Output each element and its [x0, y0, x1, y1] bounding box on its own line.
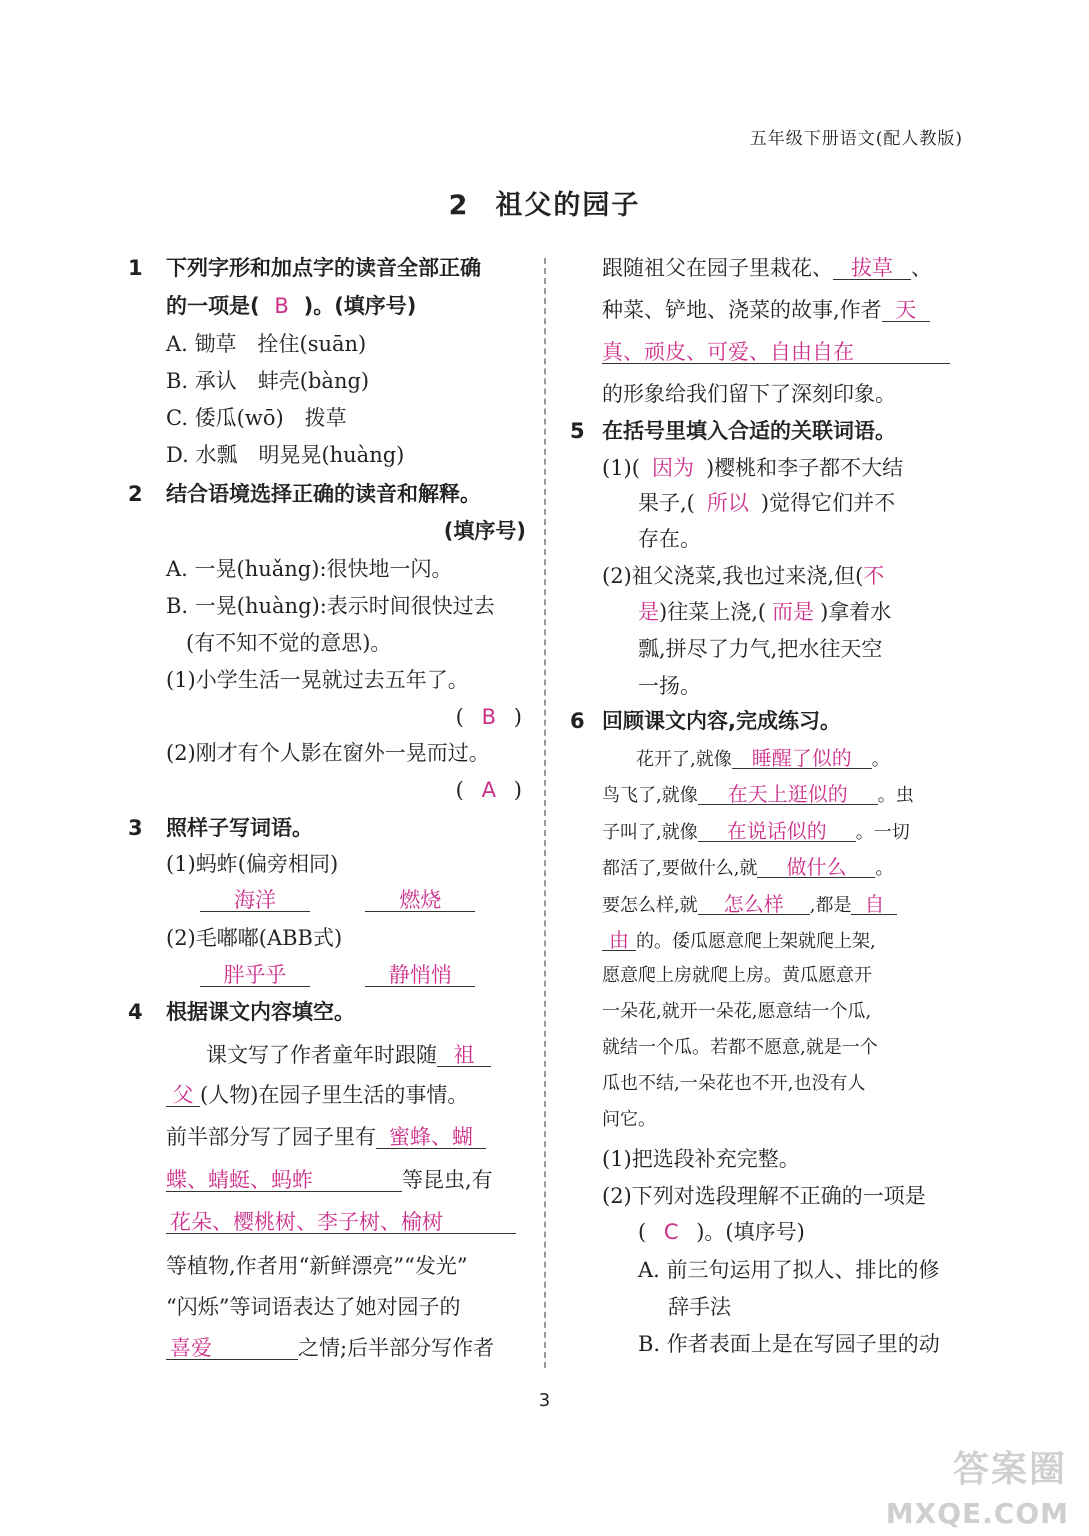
q6-option-a-cont: 辞手法	[668, 1295, 731, 1319]
q5-s1-line-2	[638, 493, 895, 514]
q6-text: 子叫了,就像	[602, 822, 698, 843]
q3-part-2: (2)毛嘟嘟(ABB式)	[166, 926, 343, 950]
q1-answer: B	[274, 294, 289, 318]
q4-line-8	[166, 1338, 494, 1360]
q5-answer-2: 所以	[706, 491, 749, 515]
question-number: 6	[570, 709, 585, 733]
q6-passage-line-4	[602, 857, 893, 878]
q5-text: )觉得它们并不	[760, 491, 896, 515]
q5-text: (1)(	[602, 456, 640, 480]
q6-option-b: B. 作者表面上是在写园子里的动	[638, 1332, 940, 1356]
q3-answer-3: 胖乎乎	[200, 965, 310, 987]
q5-answer-3b: 是	[638, 600, 659, 624]
q6-text: 都活了,要做什么,就	[602, 858, 758, 879]
watermark-logo	[885, 1449, 1073, 1530]
q2-answer-2: A	[481, 778, 496, 802]
lesson-title	[0, 192, 1089, 219]
question-number: 3	[128, 816, 143, 840]
q6-blank-6b: 由	[602, 930, 636, 951]
q6-blank-1: 睡醒了似的	[732, 748, 872, 769]
q4-blank-1a: 祖	[437, 1045, 491, 1067]
q6-text: 花开了,就像	[636, 749, 732, 770]
q4-line-4	[166, 1170, 493, 1192]
q2-answer-2-box: ( A )	[455, 778, 522, 802]
q1-option-a-text: A. 锄草 拴住(suān)	[166, 332, 367, 356]
q5-text: )樱桃和李子都不大结	[705, 456, 904, 480]
column-divider	[544, 258, 546, 1368]
q3-answer-1: 海洋	[200, 890, 310, 912]
q6-text: )。(填序号)	[696, 1220, 805, 1244]
q6-passage-line-9: 就结一个瓜。若都不愿意,就是一个	[602, 1037, 878, 1058]
q4-text-2: (人物)在园子里生活的事情。	[200, 1083, 469, 1107]
q6-text: 要怎么样,就	[602, 895, 698, 916]
q1-stem-a: 下列字形和加点字的读音全部正确	[166, 256, 481, 280]
q5-stem: 在括号里填入合适的关联词语。	[602, 419, 896, 443]
q5-s2-line-1	[602, 566, 884, 587]
q5-text: )往菜上浇,(	[659, 600, 767, 624]
q4-line-5	[166, 1212, 516, 1234]
q4-line-9	[602, 258, 932, 280]
q3-answer-row-2	[200, 965, 475, 987]
q6-text: (	[638, 1220, 647, 1244]
q6-passage-line-3	[602, 821, 910, 842]
q4-blank-6b: 真、顽皮、可爱、自由自在	[602, 342, 950, 364]
q6-blank-6a: 自	[851, 894, 897, 915]
q4-line-7: “闪烁”等词语表达了她对园子的	[166, 1295, 461, 1319]
book-header: 五年级下册语文(配人教版)	[749, 129, 963, 149]
q4-blank-2a: 蜜蜂、蝴	[376, 1127, 486, 1149]
q4-blank-1b: 父	[166, 1085, 200, 1107]
q6-sub-2: (2)下列对选段理解不正确的一项是	[602, 1184, 926, 1208]
q1-stem-b	[166, 296, 416, 317]
q6-text: 。	[875, 858, 894, 879]
question-number: 5	[570, 419, 585, 443]
q6-text: 。虫	[877, 785, 914, 806]
q6-stem: 回顾课文内容,完成练习。	[602, 709, 841, 733]
q4-blank-3: 花朵、樱桃树、李子树、榆树	[166, 1212, 516, 1234]
q5-answer-1: 因为	[651, 456, 694, 480]
q4-text-1: 课文写了作者童年时跟随	[206, 1043, 437, 1067]
q4-text-8: 跟随祖父在园子里栽花、	[602, 256, 833, 280]
q4-line-2	[166, 1085, 468, 1107]
q6-text: 。	[871, 749, 890, 770]
q6-blank-2: 在天上逛似的	[698, 784, 878, 805]
q5-text: (2)祖父浇菜,我也过来浇,但(	[602, 564, 864, 588]
q3-answer-4: 静悄悄	[365, 965, 475, 987]
q3-answer-2: 燃烧	[365, 890, 475, 912]
q2-stem: 结合语境选择正确的读音和解释。	[166, 482, 481, 506]
q5-s2-line-3: 瓢,拼尽了力气,把水往天空	[638, 637, 883, 661]
q2-note: (填序号)	[443, 519, 526, 543]
q1-stem-pre: 的一项是(	[166, 294, 260, 318]
q2-option-b: B. 一晃(huàng):表示时间很快过去	[166, 594, 495, 618]
q4-line-11	[602, 342, 950, 364]
q4-text-10: 种菜、铲地、浇菜的故事,作者	[602, 298, 882, 322]
q6-sub-1: (1)把选段补充完整。	[602, 1147, 800, 1171]
watermark-text-1: 答案圈	[952, 1449, 1067, 1490]
q6-answer: C	[663, 1220, 679, 1244]
q5-s1-line-1	[602, 458, 903, 479]
q4-text-3: 前半部分写了园子里有	[166, 1125, 376, 1149]
q6-passage-line-11: 问它。	[602, 1109, 656, 1130]
q4-blank-4: 喜爱	[166, 1338, 298, 1360]
q6-passage-line-8: 一朵花,就开一朵花,愿意结一个瓜,	[602, 1001, 872, 1022]
q3-answer-row-1	[200, 890, 475, 912]
q5-s2-line-2	[638, 602, 891, 623]
q2-answer-1: B	[481, 705, 496, 729]
q6-text: ,都是	[809, 895, 852, 916]
q6-option-a: A. 前三句运用了拟人、排比的修	[638, 1258, 940, 1282]
question-number: 2	[128, 482, 143, 506]
q6-passage-line-10: 瓜也不结,一朵花也不开,也没有人	[602, 1073, 866, 1094]
q6-sub-2-answer	[638, 1222, 805, 1243]
q4-line-10	[602, 300, 930, 322]
q4-blank-2b: 蝶、蜻蜓、蚂蚱	[166, 1170, 402, 1192]
q5-answer-3a: 不	[863, 564, 885, 588]
question-number: 1	[128, 256, 143, 280]
q6-blank-5: 怎么样	[698, 894, 810, 915]
q6-blank-3: 在说话似的	[698, 821, 856, 842]
question-number: 4	[128, 1000, 143, 1024]
q4-stem: 根据课文内容填空。	[166, 1000, 355, 1024]
q6-text: 。一切	[855, 822, 910, 843]
q1-option-a	[166, 334, 366, 355]
q6-blank-4: 做什么	[757, 857, 875, 878]
q4-blank-5: 拔草	[833, 258, 911, 280]
q6-passage-line-6	[602, 930, 876, 951]
q6-passage-line-1	[636, 748, 890, 769]
q1-stem-post: )。(填序号)	[303, 294, 417, 318]
watermark-text-2: MXQE.COM	[885, 1497, 1069, 1530]
q1-option-d: D. 水瓢 明晃晃(huàng)	[166, 443, 405, 467]
q5-s2-line-4: 一扬。	[638, 674, 701, 698]
q3-stem: 照样子写词语。	[166, 816, 313, 840]
q6-text: 鸟飞了,就像	[602, 785, 698, 806]
q4-line-1	[206, 1045, 491, 1067]
q5-text: 果子,(	[638, 491, 695, 515]
q2-option-b-cont: (有不知不觉的意思)。	[186, 631, 392, 655]
q4-line-12: 的形象给我们留下了深刻印象。	[602, 382, 896, 406]
lesson-number: 2	[448, 190, 470, 221]
q1-option-c: C. 倭瓜(wō) 拨草	[166, 406, 347, 430]
q2-answer-1-box: ( B )	[455, 705, 522, 729]
lesson-name: 祖父的园子	[495, 190, 641, 221]
q6-passage-line-2	[602, 784, 914, 805]
q1-option-b: B. 承认 蚌壳(bàng)	[166, 369, 370, 393]
q5-answer-4: 而是	[772, 600, 815, 624]
q4-line-6: 等植物,作者用“新鲜漂亮”“发光”	[166, 1254, 468, 1278]
q4-line-3	[166, 1127, 486, 1149]
q6-text: 的。倭瓜愿意爬上架就爬上架,	[636, 931, 876, 952]
q4-text-7: 之情;后半部分写作者	[298, 1336, 495, 1360]
q2-sentence-1: (1)小学生活一晃就过去五年了。	[166, 668, 469, 692]
q3-part-1: (1)蚂蚱(偏旁相同)	[166, 852, 339, 876]
q5-text: )拿着水	[820, 600, 892, 624]
q4-text-9: 、	[911, 256, 932, 280]
q2-option-a: A. 一晃(huǎng):很快地一闪。	[166, 557, 453, 581]
q5-s1-line-3: 存在。	[638, 527, 701, 551]
page-number: 3	[538, 1390, 551, 1411]
q4-blank-6a: 天	[882, 300, 930, 322]
q4-text-4: 等昆虫,有	[402, 1168, 493, 1192]
q6-passage-line-7: 愿意爬上房就爬上房。黄瓜愿意开	[602, 965, 872, 986]
q2-sentence-2: (2)刚才有个人影在窗外一晃而过。	[166, 741, 490, 765]
q6-passage-line-5	[602, 894, 897, 915]
